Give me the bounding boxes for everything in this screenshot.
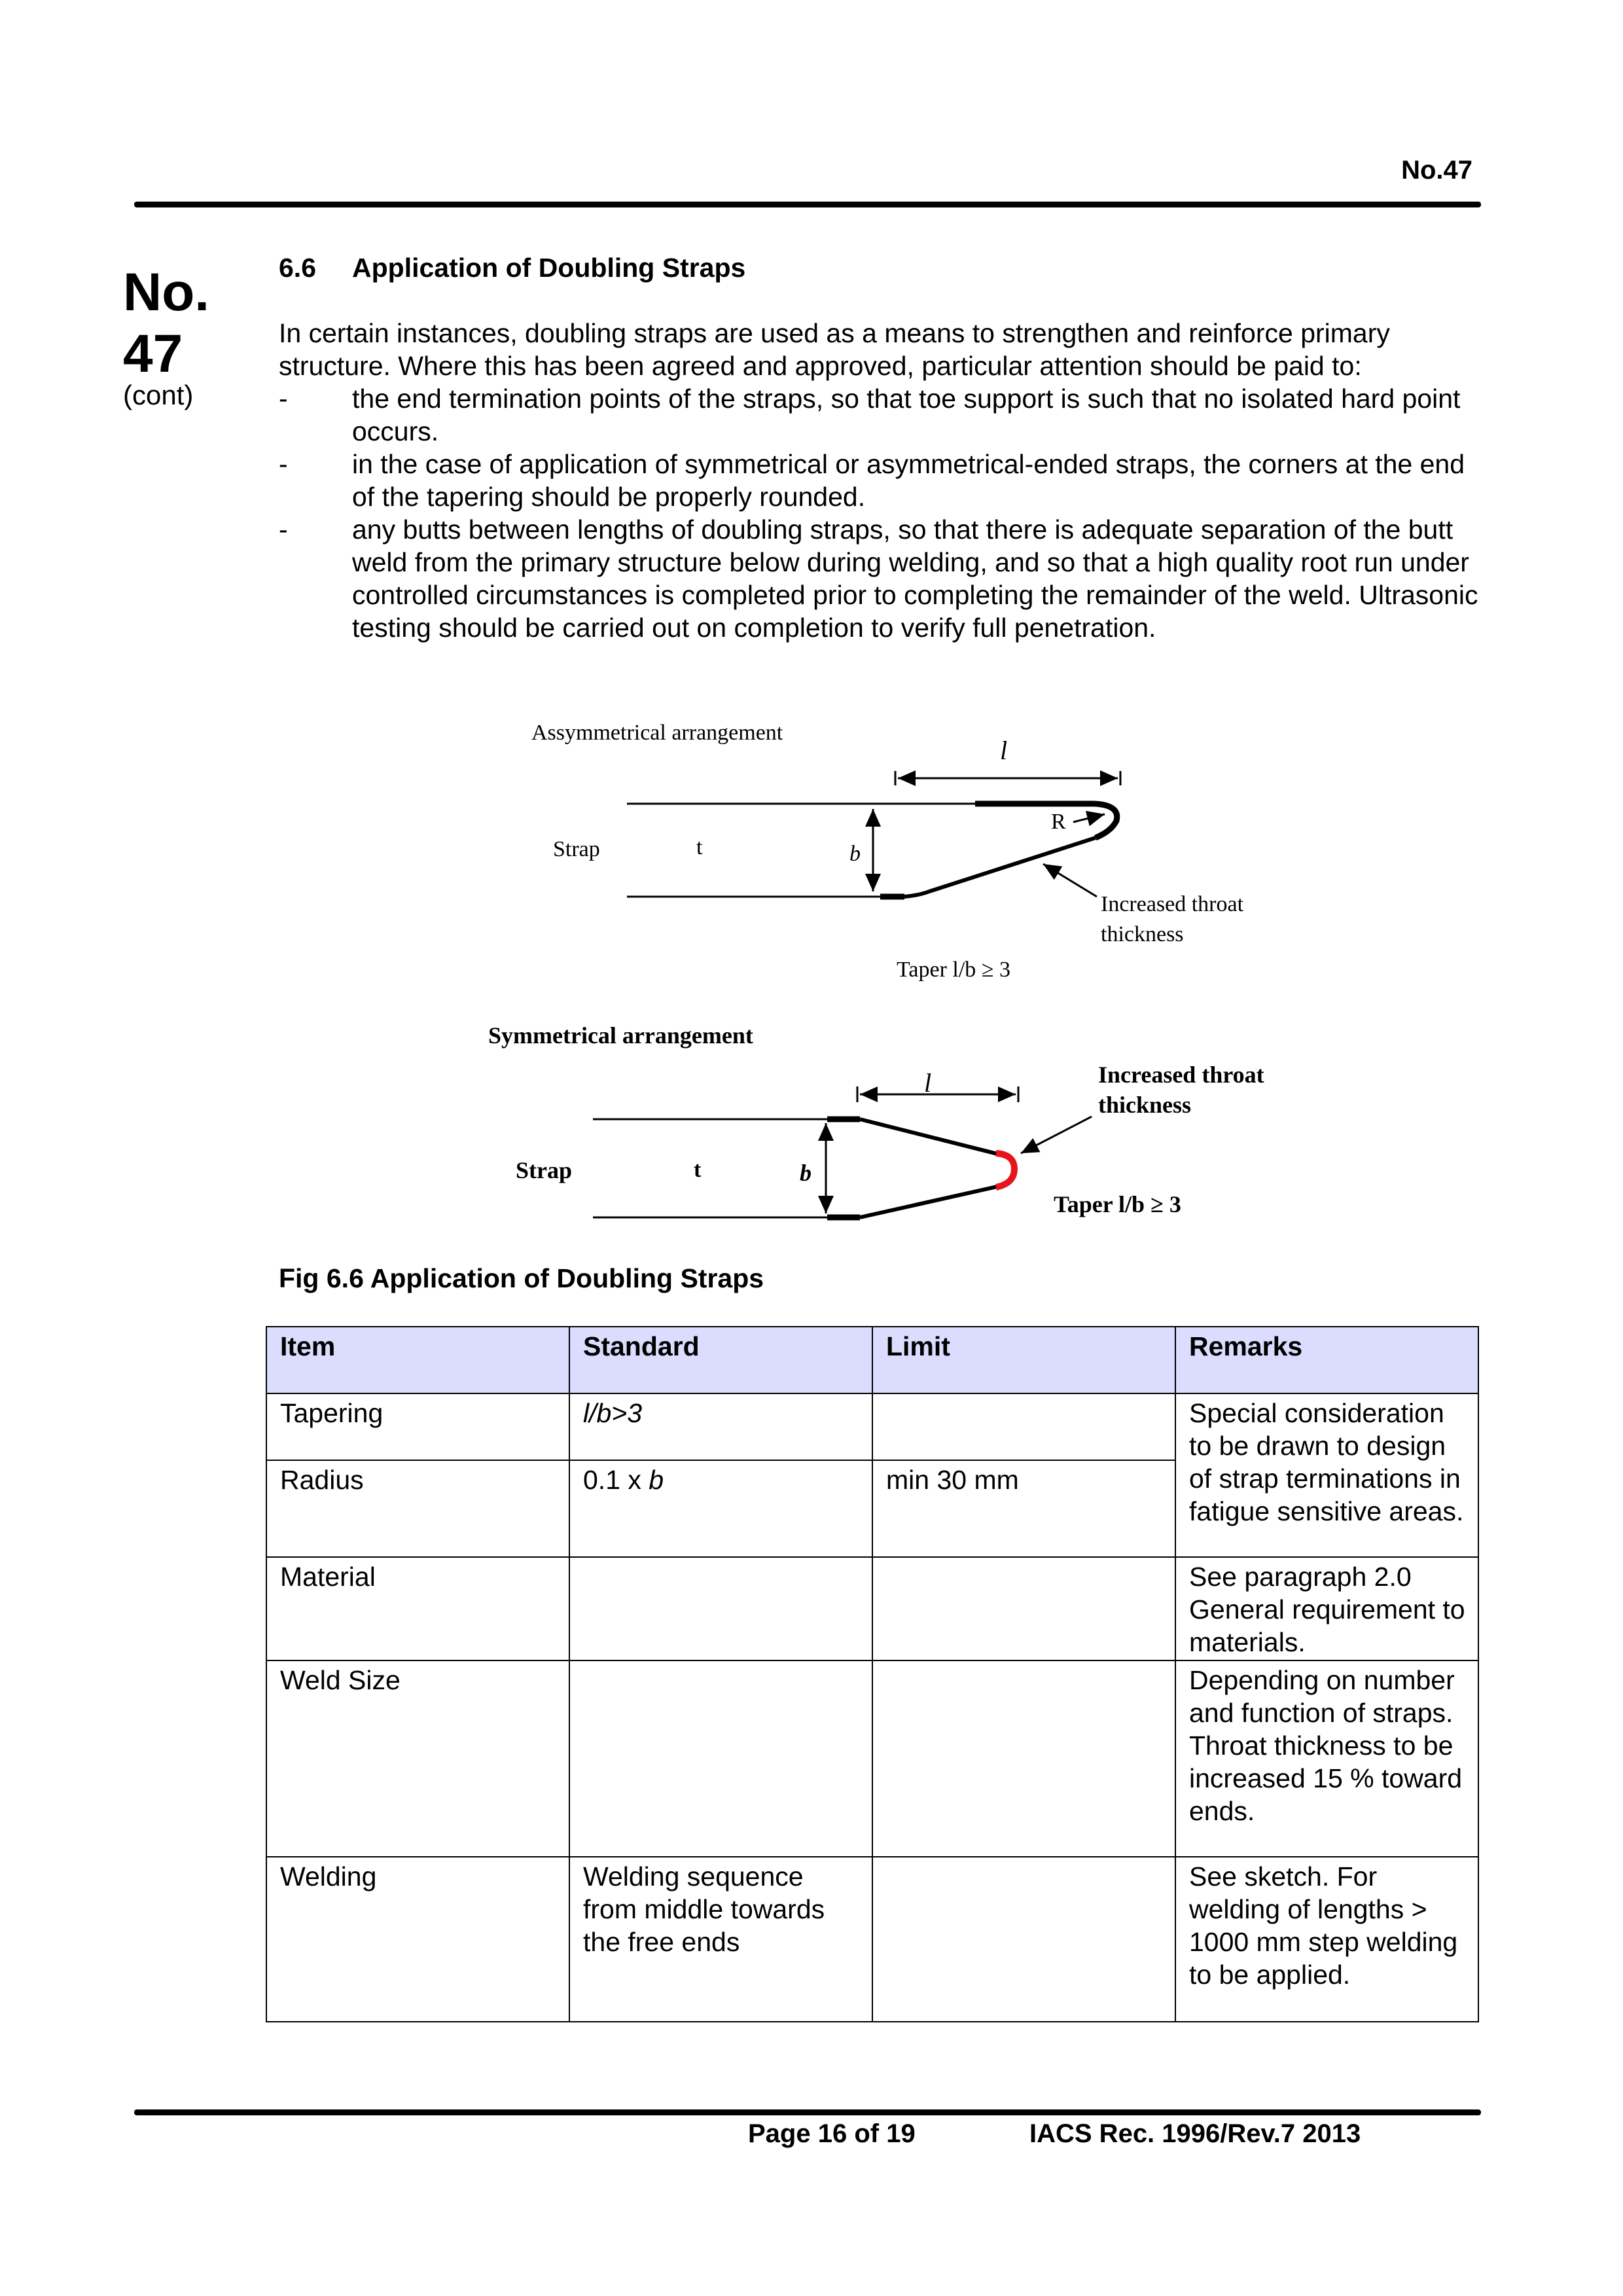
table-row: [266, 1557, 1478, 1660]
side-number-value: 47: [123, 324, 183, 384]
sym-drawing: [593, 1086, 1092, 1217]
figure-caption: Fig 6.6 Application of Doubling Straps: [279, 1263, 764, 1293]
cell-remarks: See sketch. For welding of lengths > 1000 mm step welding to be applied.: [1175, 1857, 1478, 2022]
cell-item: Tapering: [266, 1393, 569, 1460]
asym-r-label: R: [1051, 810, 1066, 834]
asym-l-label: l: [1000, 736, 1008, 765]
cell-standard: [569, 1460, 872, 1557]
bullet-dash: -: [279, 384, 288, 414]
cell-remarks: See paragraph 2.0 General requirement to materials.: [1175, 1557, 1478, 1660]
table-row: [266, 1660, 1478, 1857]
sym-b-label: b: [800, 1160, 812, 1186]
sym-t-label: t: [694, 1158, 702, 1182]
side-cont: (cont): [123, 380, 194, 410]
section-title: Application of Doubling Straps: [352, 253, 746, 283]
asym-b-label: b: [849, 842, 861, 866]
cell-item: Weld Size: [266, 1660, 569, 1857]
sym-taper-label: Taper l/b ≥ 3: [1054, 1191, 1181, 1217]
cell-limit: min 30 mm: [872, 1460, 1175, 1557]
header-item: Item: [266, 1327, 569, 1393]
bullet-text: any butts between lengths of doubling straps, so that there is adequate separation of the butt weld from the primary structure below during welding, and so that a high quality root run under controlled circumstances is completed prior to completing the remainder of the weld. Ultrasonic testing should be carried out on completion to verify full penetration.: [352, 514, 1478, 643]
revision-label: IACS Rec. 1996/Rev.7 2013: [1029, 2119, 1361, 2148]
radius-standard-text: 0.1 x: [583, 1465, 649, 1495]
asym-title: Assymmetrical arrangement: [531, 721, 783, 745]
cell-limit: [872, 1393, 1175, 1460]
cell-standard: [569, 1557, 872, 1660]
page-number: Page 16 of 19: [748, 2119, 916, 2148]
sym-strap-label: Strap: [516, 1157, 573, 1183]
weld-remark-2: Throat thickness to be increased 15 % toward ends.: [1189, 1731, 1463, 1826]
radius-standard-var: b: [649, 1465, 664, 1495]
document-number: No.47: [1401, 156, 1472, 185]
sym-throat-line1: Increased throat: [1098, 1062, 1264, 1088]
section-number: 6.6: [279, 253, 316, 283]
side-number-label: No.: [123, 262, 210, 322]
bullet-text: the end termination points of the straps, so that toe support is such that no isolated hard point occurs.: [352, 384, 1461, 446]
bullet-dash: -: [279, 449, 288, 479]
asym-throat-line1: Increased throat: [1101, 892, 1244, 916]
header-remarks: Remarks: [1175, 1327, 1478, 1393]
sym-throat-line2: thickness: [1098, 1092, 1192, 1118]
bullet-dash: -: [279, 514, 288, 545]
table-row: [266, 1393, 1478, 1460]
requirements-table: [266, 1326, 1479, 2022]
asym-strap-label: Strap: [553, 837, 600, 861]
sym-weld-highlight: [996, 1153, 1014, 1187]
bullet-text: in the case of application of symmetrical or asymmetrical-ended straps, the corners at the end of the tapering should be properly rounded.: [352, 449, 1465, 512]
header-standard: Standard: [569, 1327, 872, 1393]
cell-remarks: [1175, 1660, 1478, 1857]
asym-t-label: t: [696, 835, 703, 859]
cell-limit: [872, 1857, 1175, 2022]
header-limit: Limit: [872, 1327, 1175, 1393]
cell-standard: Welding sequence from middle towards the free ends: [569, 1857, 872, 2022]
cell-standard: l/b>3: [569, 1393, 872, 1460]
cell-limit: [872, 1557, 1175, 1660]
bottom-rule: [134, 2109, 1481, 2115]
cell-item: Welding: [266, 1857, 569, 2022]
table-header-row: [266, 1327, 1478, 1393]
cell-standard: [569, 1660, 872, 1857]
weld-remark-1: Depending on number and function of straps.: [1189, 1665, 1455, 1728]
asym-throat-line2: thickness: [1101, 922, 1184, 946]
intro-paragraph: In certain instances, doubling straps are used as a means to strengthen and reinforce primary structure. Where this has been agreed and approved, particular attention should be paid to:: [279, 318, 1390, 381]
asym-taper-label: Taper l/b ≥ 3: [897, 958, 1010, 982]
sym-title: Symmetrical arrangement: [488, 1022, 753, 1049]
cell-item: Material: [266, 1557, 569, 1660]
cell-remarks: Special consideration to be drawn to design of strap terminations in fatigue sensitive areas.: [1175, 1393, 1478, 1557]
cell-limit: [872, 1660, 1175, 1857]
table-row: [266, 1857, 1478, 2022]
asym-drawing: [627, 771, 1120, 897]
cell-item: Radius: [266, 1460, 569, 1557]
sym-l-label: l: [924, 1068, 932, 1098]
